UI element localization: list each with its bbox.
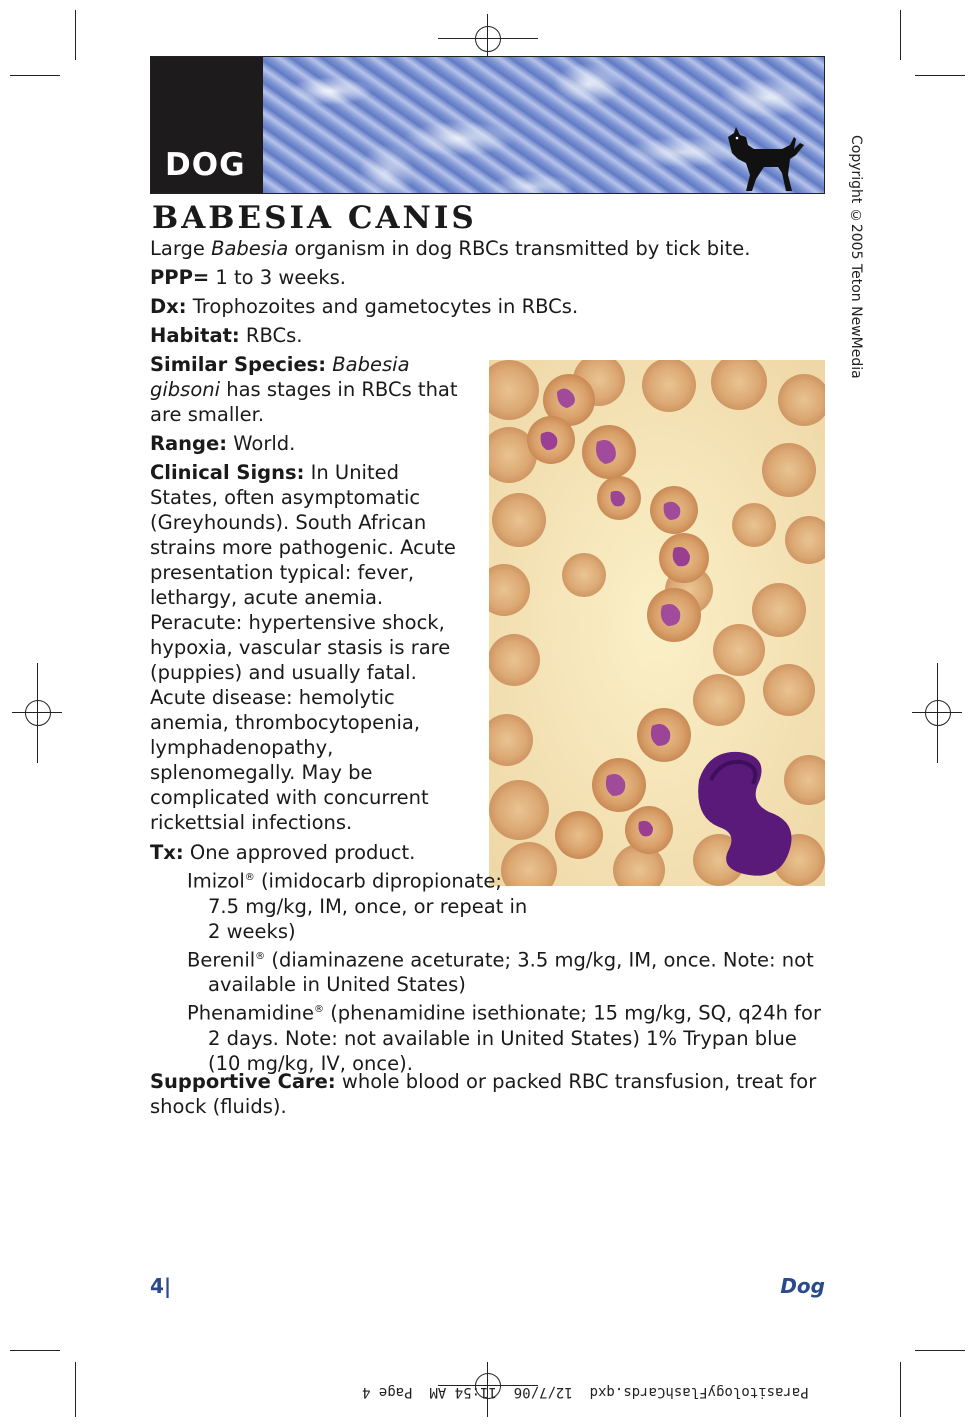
registration-mark (487, 14, 488, 62)
clinical-signs-paragraph (150, 460, 470, 835)
tx-value: One approved product. (183, 841, 416, 864)
intro-pre: Large (150, 237, 212, 260)
habitat-value: RBCs. (239, 324, 303, 347)
crop-mark (10, 75, 60, 76)
page-title: BABESIA CANIS (152, 200, 477, 236)
supportive-care-label: Supportive Care: (150, 1070, 336, 1093)
ppp-line (150, 265, 825, 290)
crop-mark (75, 10, 76, 60)
micrograph-drawing (489, 360, 825, 886)
copyright-notice: Copyright ©2005 Teton NewMedia (848, 135, 864, 379)
crop-mark (10, 1350, 60, 1351)
similar-species-paragraph (150, 352, 470, 427)
tx-item (187, 997, 830, 1076)
registration-mark (937, 663, 938, 763)
supportive-care-paragraph (150, 1069, 830, 1119)
clinical-signs-value: In United States, often asymptomatic (Greyhounds). South African strains more pathogenic. Acute presentation typical: fever, lethargy, acute anemia. Peracute: hypertensive shock, hypoxia, vascular stasis is rare (puppies) and usually fatal. Acute disease: hemolytic anemia, thrombocytopenia, lymphadenopathy, splenomegally. May be complicated with concurrent rickettsial infections. (150, 461, 456, 834)
registration-mark (438, 38, 538, 39)
habitat-line (150, 323, 825, 348)
dx-value: Trophozoites and gametocytes in RBCs. (186, 295, 579, 318)
left-column (150, 352, 470, 839)
treatment-section (150, 840, 830, 1076)
range-paragraph (150, 431, 470, 456)
dx-label: Dx: (150, 295, 187, 318)
ppp-value: 1 to 3 weeks. (209, 266, 346, 289)
crop-mark (900, 10, 901, 60)
registration-mark (37, 663, 38, 763)
intro-genus: Babesia (211, 237, 289, 260)
habitat-label: Habitat: (150, 324, 240, 347)
intro-post: organism in dog RBCs transmitted by tick bite. (288, 237, 751, 260)
range-label: Range: (150, 432, 228, 455)
registered-mark: ® (314, 1004, 324, 1015)
drug-detail: (diaminazene aceturate; 3.5 mg/kg, IM, once. Note: not available in United States) (208, 948, 814, 996)
drug-name: Berenil (187, 948, 256, 971)
supportive-care-value: whole blood or packed RBC transfusion, treat for shock (fluids). (150, 1070, 817, 1118)
registered-mark: ® (244, 872, 255, 883)
registered-mark: ® (255, 950, 266, 962)
drug-name: Imizol (187, 869, 245, 893)
footer-section-name: Dog (780, 1274, 825, 1298)
tx-label: Tx: (150, 841, 184, 864)
page-number: 4| (150, 1274, 172, 1298)
crop-mark (75, 1362, 76, 1417)
header-banner (150, 56, 825, 194)
drug-name: Phenamidine (187, 1001, 314, 1025)
crop-mark (900, 1362, 901, 1417)
dx-line (150, 294, 825, 319)
tx-item (187, 944, 830, 998)
registration-mark (25, 700, 51, 726)
tx-line (150, 840, 830, 865)
clinical-signs-label: Clinical Signs: (150, 461, 305, 484)
dog-silhouette-icon (724, 123, 806, 193)
drug-detail: (phenamidine isethionate; 15 mg/kg, SQ, q24h for 2 days. Note: not available in United States) 1% Trypan blue (10 mg/kg, IV, once). (208, 1001, 821, 1075)
section-label: DOG (165, 147, 246, 183)
ppp-label: PPP= (150, 266, 210, 289)
intro-line (150, 236, 825, 261)
registration-mark (475, 26, 501, 52)
similar-species-name: Babesia gibsoni (150, 353, 410, 401)
printer-slug: ParasitologyFlashCards.qxd 12/7/06 11:54 AM Page 4 (362, 1384, 809, 1400)
crop-mark (915, 1350, 965, 1351)
registration-mark (925, 700, 951, 726)
drug-detail: (imidocarb dipropionate; 7.5 mg/kg, IM, once, or repeat in 2 weeks) (208, 869, 528, 943)
similar-species-value: has stages in RBCs that are smaller. (150, 378, 458, 426)
similar-species-label: Similar Species: (150, 353, 327, 376)
crop-mark (915, 75, 965, 76)
range-value: World. (227, 432, 296, 455)
tx-item (187, 865, 538, 944)
blood-smear-micrograph (489, 360, 825, 886)
